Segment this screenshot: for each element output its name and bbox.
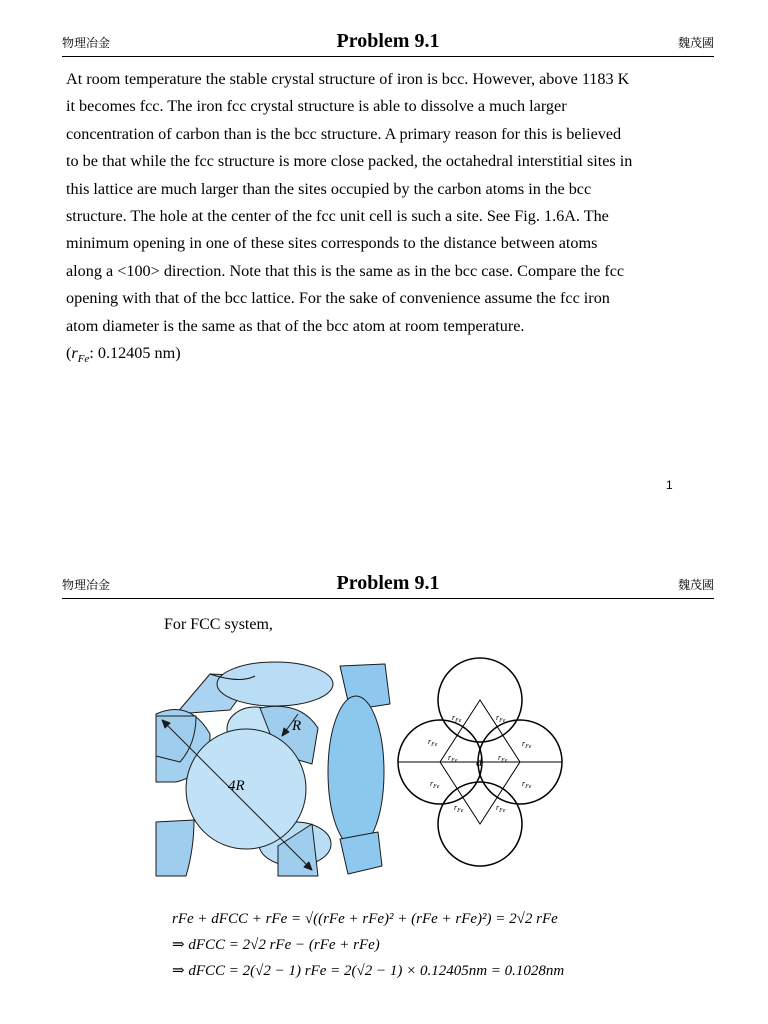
open-paren: (	[66, 344, 72, 363]
text-line: this lattice are much larger than the sites occupied by the carbon atoms in the bcc	[66, 179, 592, 198]
svg-text:rFe: $r_{Fe}$	[496, 803, 506, 814]
svg-text:rFe: $r_{Fe}$	[428, 737, 438, 748]
svg-text:rFe: $r_{Fe}$	[452, 713, 462, 724]
svg-text:rFe: $r_{Fe}$	[498, 753, 508, 764]
text-line: along a <100> direction. Note that this is the same as in the bcc case. Compare the fcc	[66, 261, 625, 280]
text-line: atom diameter is the same as that of the bcc atom at room temperature.	[66, 316, 525, 335]
text-line: At room temperature the stable crystal structure of iron is bcc. However, above 1183 K	[66, 70, 630, 88]
label-d: d	[476, 755, 482, 769]
page-number: 1	[666, 478, 673, 492]
slide-header	[62, 30, 714, 57]
equation-1: rFe + dFCC + rFe = √((rFe + rFe)² + (rFe + rFe)²) = 2√2 rFe	[172, 911, 558, 927]
radius-value: : 0.12405 nm)	[89, 344, 181, 363]
svg-text:rFe: $r_{Fe}$	[430, 779, 440, 790]
slide-header	[62, 572, 714, 599]
fcc-equations	[172, 906, 564, 984]
radius-symbol: r	[71, 344, 78, 363]
svg-text:rFe: $r_{Fe}$	[448, 753, 458, 764]
svg-text:rFe: $r_{Fe}$	[522, 779, 532, 790]
fcc-unit-cell-drawing	[156, 662, 390, 876]
text-line: it becomes fcc. The iron fcc crystal structure is able to dissolve a much larger	[66, 97, 567, 116]
equation-2: ⇒ dFCC = 2√2 rFe − (rFe + rFe)	[172, 937, 380, 953]
fcc-subheading: For FCC system,	[164, 616, 273, 633]
slide-title: Problem 9.1	[336, 572, 440, 594]
header-course: 物理冶金	[62, 578, 111, 592]
text-line: to be that while the fcc structure is more close packed, the octahedral interstitial sites in	[66, 152, 633, 171]
text-line: minimum opening in one of these sites corresponds to the distance between atoms	[66, 234, 598, 253]
text-line: opening with that of the bcc lattice. For the sake of convenience assume the fcc iron	[66, 289, 610, 308]
header-author: 魏茂國	[677, 578, 714, 592]
label-R: R	[292, 718, 302, 734]
radius-note	[66, 340, 714, 374]
slide-2	[0, 548, 768, 1024]
problem-statement	[66, 66, 714, 374]
label-4R: 4R	[228, 778, 245, 794]
header-course: 物理冶金	[62, 36, 111, 50]
svg-text:rFe: $r_{Fe}$	[522, 739, 532, 750]
text-line: concentration of carbon than is the bcc structure. A primary reason for this is believed	[66, 124, 622, 143]
radius-subscript: Fe	[77, 353, 90, 366]
svg-text:rFe: $r_{Fe}$	[496, 713, 506, 724]
slide-title: Problem 9.1	[336, 30, 440, 52]
equation-3: ⇒ dFCC = 2(√2 − 1) rFe = 2(√2 − 1) × 0.12405nm = 0.1028nm	[172, 963, 565, 979]
text-line: structure. The hole at the center of the fcc unit cell is such a site. See Fig. 1.6A. The	[66, 207, 609, 226]
fcc-figure	[150, 644, 590, 884]
header-author: 魏茂國	[677, 36, 714, 50]
svg-text:rFe: $r_{Fe}$	[454, 803, 464, 814]
